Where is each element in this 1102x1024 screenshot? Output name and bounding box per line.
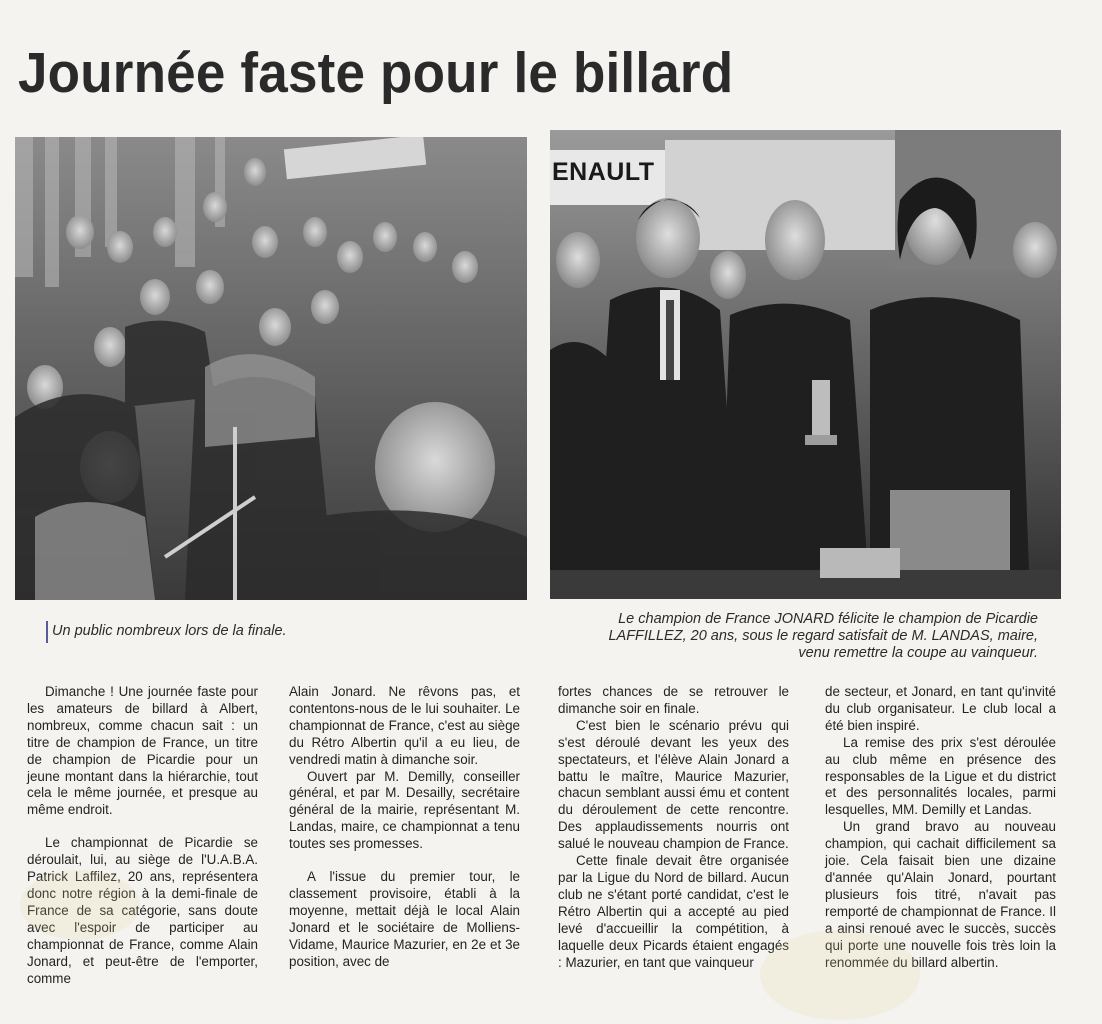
paragraph: La remise des prix s'est déroulée au club même en présence des responsables de la Ligue et du district et des personnalités locales, parmi lesquelles, MM. Demilly et Landas. xyxy=(825,734,1056,818)
paragraph: fortes chances de se retrouver le dimanche soir en finale. xyxy=(558,684,789,716)
article-column-1 xyxy=(27,684,258,987)
photo-sign-text: ENAULT xyxy=(552,158,655,186)
audience-photo-image xyxy=(15,137,527,600)
paragraph: Ouvert par M. Demilly, conseiller général, et par M. Desailly, secrétaire général de la mairie, représentant M. Landas, maire, ce championnat a tenu toutes ses promesses. xyxy=(289,768,520,852)
article-headline: Journée faste pour le billard xyxy=(18,41,734,105)
paragraph: Un grand bravo au nouveau champion, qui cachait difficilement sa joie. Cela faisait bien une dizaine d'année qu'Alain Jonard, pourtant plusieurs fois titré, n'avait pas remporté de championnat de France. Il a ainsi renoué avec le succès, succès qui porte une nouvelle fois très loin la renommée du billard albertin. xyxy=(825,819,1056,970)
paragraph: Alain Jonard. Ne rêvons pas, et contentons-nous de le lui souhaiter. Le championnat de France, c'est au siège du Rétro Albertin qu'il a eu lieu, de vendredi matin à dimanche soir. xyxy=(289,684,520,767)
paragraph: de secteur, et Jonard, en tant qu'invité du club organisateur. Le club local a été bien inspiré. xyxy=(825,684,1056,733)
paragraph: Cette finale devait être organisée par la Ligue du Nord de billard. Aucun club ne s'étant porté candidat, c'est le Rétro Albertin qui a accepté au pied levé d'accueillir la compétition, à laquelle deux Picards étaient engagés : Mazurier, en tant que vainqueur xyxy=(558,853,789,970)
champions-photo-caption: Le champion de France JONARD félicite le champion de Picardie LAFFILLEZ, 20 ans, sous le regard satisfait de M. LANDAS, maire, venu remettre la coupe au vainqueur. xyxy=(608,611,1038,661)
paragraph: Le championnat de Picardie se déroulait, lui, au siège de l'U.A.B.A. Patrick Laffilez, 20 ans, représentera donc notre région à la demi-finale de France de sa catégorie, sans doute avec l'espoir de participer au championnat de France, comme Alain Jonard, et peut-être de l'emporter, comme xyxy=(27,835,258,986)
paragraph: Dimanche ! Une journée faste pour les amateurs de billard à Albert, nombreux, comme chacun sait : un titre de champion de France, un titre de champion de Picardie pour un jeune montant dans la hiérarchie, tout cela le même journée, et presque au même endroit. xyxy=(27,684,258,818)
paragraph: C'est bien le scénario prévu qui s'est déroulé devant les yeux des spectateurs, et l'élève Alain Jonard a battu le maître, Maurice Mazurier, chacun semblant aussi ému et content du déroulement de cette rencontre. Des applaudissements nourris ont salué le nouveau champion de France. xyxy=(558,717,789,852)
audience-photo-caption: Un public nombreux lors de la finale. xyxy=(52,623,492,640)
champions-photo-image xyxy=(550,130,1061,599)
champions-photo xyxy=(550,130,1061,599)
article-column-2 xyxy=(289,684,520,971)
article-column-3 xyxy=(558,684,789,971)
audience-photo xyxy=(15,137,527,600)
paragraph: A l'issue du premier tour, le classement provisoire, établi à la moyenne, mettait déjà le local Alain Jonard et le sociétaire de Molliens-Vidame, Maurice Mazurier, en 2e et 3e position, avec de xyxy=(289,869,520,969)
article-column-4 xyxy=(825,684,1056,971)
